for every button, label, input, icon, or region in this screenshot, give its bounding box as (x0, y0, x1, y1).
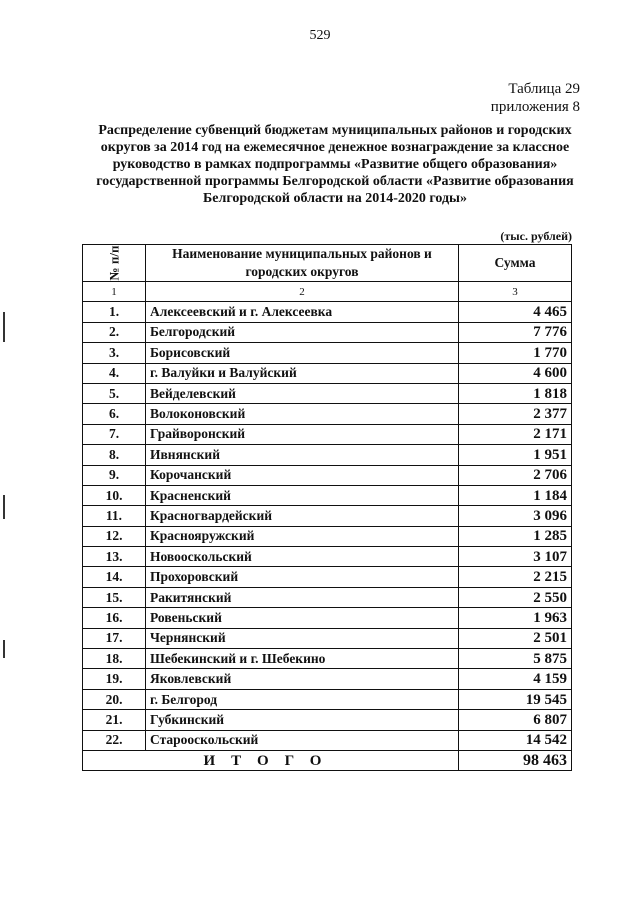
row-sum: 3 107 (459, 547, 572, 567)
row-number: 7. (83, 424, 146, 444)
row-name: Прохоровский (146, 567, 459, 587)
row-name: Ивнянский (146, 445, 459, 465)
row-number: 12. (83, 526, 146, 546)
header-num (83, 245, 146, 282)
row-number: 5. (83, 383, 146, 403)
row-sum: 2 706 (459, 465, 572, 485)
row-name: Ровеньский (146, 608, 459, 628)
row-name: Новооскольский (146, 547, 459, 567)
table-row (83, 424, 572, 444)
row-number: 4. (83, 363, 146, 383)
row-sum: 2 550 (459, 587, 572, 607)
page-number: 529 (309, 28, 331, 43)
row-name: Борисовский (146, 343, 459, 363)
row-number: 8. (83, 445, 146, 465)
row-name: Белгородский (146, 322, 459, 342)
row-number: 21. (83, 710, 146, 730)
row-sum: 1 770 (459, 343, 572, 363)
table-row (83, 322, 572, 342)
row-number: 17. (83, 628, 146, 648)
total-row (83, 750, 572, 770)
row-sum: 1 963 (459, 608, 572, 628)
table-row (83, 547, 572, 567)
column-index-row (83, 282, 572, 302)
row-number: 2. (83, 322, 146, 342)
row-sum: 7 776 (459, 322, 572, 342)
row-sum: 14 542 (459, 730, 572, 750)
row-name: Шебекинский и г. Шебекино (146, 649, 459, 669)
table-row (83, 689, 572, 709)
row-number: 15. (83, 587, 146, 607)
column-index-3: 3 (459, 282, 572, 302)
table-row (83, 404, 572, 424)
total-sum: 98 463 (459, 750, 572, 770)
table-row (83, 383, 572, 403)
row-sum: 5 875 (459, 649, 572, 669)
table-reference (491, 80, 580, 116)
subvention-table (82, 244, 572, 771)
table-row (83, 363, 572, 383)
row-name: г. Валуйки и Валуйский (146, 363, 459, 383)
row-name: Краснояружский (146, 526, 459, 546)
row-sum: 4 159 (459, 669, 572, 689)
row-sum: 6 807 (459, 710, 572, 730)
row-name: Корочанский (146, 465, 459, 485)
row-name: Ракитянский (146, 587, 459, 607)
row-sum: 2 377 (459, 404, 572, 424)
header-sum: Сумма (459, 245, 572, 282)
row-sum: 2 215 (459, 567, 572, 587)
row-name: Чернянский (146, 628, 459, 648)
column-index-2: 2 (146, 282, 459, 302)
table-row (83, 526, 572, 546)
row-sum: 1 818 (459, 383, 572, 403)
total-label: ИТОГО (83, 750, 459, 770)
table-body (83, 302, 572, 751)
scan-margin-mark (3, 495, 5, 519)
column-index-1: 1 (83, 282, 146, 302)
row-sum: 3 096 (459, 506, 572, 526)
table-row (83, 343, 572, 363)
row-number: 16. (83, 608, 146, 628)
row-number: 11. (83, 506, 146, 526)
table-ref-line2: приложения 8 (490, 99, 580, 115)
row-number: 3. (83, 343, 146, 363)
row-sum: 4 465 (459, 302, 572, 322)
table-row (83, 669, 572, 689)
scan-margin-mark (3, 640, 5, 658)
row-number: 19. (83, 669, 146, 689)
table-row (83, 587, 572, 607)
row-name: Яковлевский (146, 669, 459, 689)
row-sum: 2 171 (459, 424, 572, 444)
table-row (83, 302, 572, 322)
row-sum: 19 545 (459, 689, 572, 709)
row-number: 18. (83, 649, 146, 669)
document-title: Распределение субвенций бюджетам муниципальных районов и городских округов за 2014 год на ежемесячное денежное вознаграждение за классное руководство в рамках подпрограммы «Развитие общего образования» государственной программы Белгородской области «Развитие образования Белгородской области на 2014-2020 годы» (96, 123, 574, 206)
row-name: Грайворонский (146, 424, 459, 444)
row-number: 20. (83, 689, 146, 709)
row-name: Волоконовский (146, 404, 459, 424)
row-name: Алексеевский и г. Алексеевка (146, 302, 459, 322)
row-number: 22. (83, 730, 146, 750)
row-number: 13. (83, 547, 146, 567)
header-num-label: № п/п (106, 245, 121, 281)
row-sum: 4 600 (459, 363, 572, 383)
table-row (83, 506, 572, 526)
row-name: Красненский (146, 485, 459, 505)
row-number: 9. (83, 465, 146, 485)
header-row (83, 245, 572, 282)
row-sum: 1 285 (459, 526, 572, 546)
row-name: Вейделевский (146, 383, 459, 403)
row-sum: 1 951 (459, 445, 572, 465)
table-row (83, 567, 572, 587)
row-name: Старооскольский (146, 730, 459, 750)
table-row (83, 445, 572, 465)
scan-margin-mark (3, 312, 5, 342)
header-name: Наименование муниципальных районов и городских округов (146, 245, 459, 282)
row-number: 6. (83, 404, 146, 424)
table-row (83, 628, 572, 648)
table-row (83, 485, 572, 505)
unit-label: (тыс. рублей) (500, 229, 572, 243)
table-row (83, 465, 572, 485)
table-ref-line1: Таблица 29 (508, 81, 580, 97)
table-row (83, 730, 572, 750)
table-row (83, 608, 572, 628)
table-row (83, 710, 572, 730)
row-number: 14. (83, 567, 146, 587)
row-sum: 2 501 (459, 628, 572, 648)
table-row (83, 649, 572, 669)
row-number: 10. (83, 485, 146, 505)
row-name: Губкинский (146, 710, 459, 730)
row-number: 1. (83, 302, 146, 322)
row-name: Красногвардейский (146, 506, 459, 526)
row-name: г. Белгород (146, 689, 459, 709)
row-sum: 1 184 (459, 485, 572, 505)
